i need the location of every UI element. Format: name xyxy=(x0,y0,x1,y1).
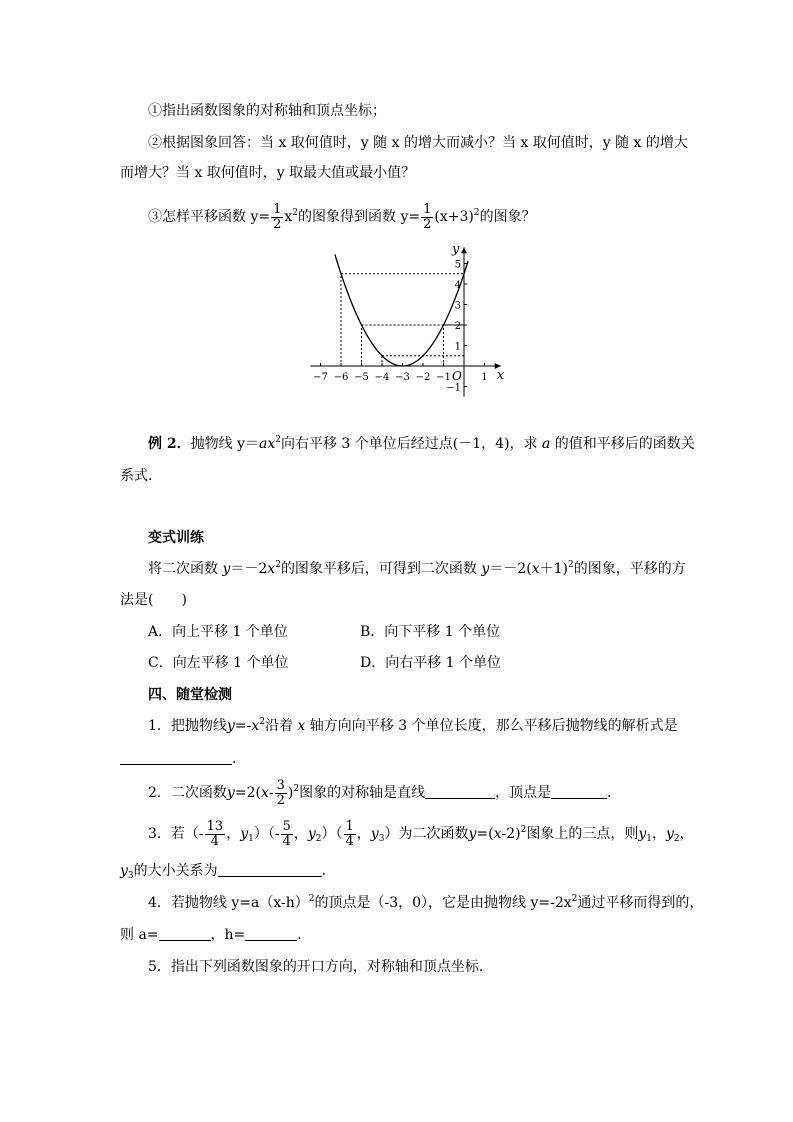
section-4-heading: 四、随堂检测 xyxy=(148,687,232,703)
y-tick-label: 5 xyxy=(454,259,461,271)
question-2-line-2: 而增大？当 x 取何值时，y 取最大值或最小值？ xyxy=(120,165,416,181)
y-axis-arrow xyxy=(461,247,467,253)
example-2-line-1: 例 2．抛物线 $y=ax^2$向右平移 3 个单位后经过点(－1，4)，求 a 的值和平移后的函数关 xyxy=(148,435,695,452)
option-a[interactable]: A．向上平移 1 个单位 xyxy=(148,624,288,640)
y-tick-label: −1 xyxy=(446,382,461,394)
fraction-1-4: $\frac{1}{4}$ xyxy=(345,818,354,849)
answer-blank-vertex[interactable] xyxy=(551,784,607,799)
variant-line-2: 法是( ) xyxy=(120,592,187,608)
answer-blank-h[interactable] xyxy=(245,926,297,941)
x-tick-label: −4 xyxy=(374,372,390,383)
answer-blank-axis[interactable] xyxy=(425,784,495,799)
answer-blank-1[interactable] xyxy=(120,750,232,765)
problem-2: 2．二次函数y=2(x- $\frac{3}{2}$ )$^2$图象的对称轴是直线 ，顶点是 ． xyxy=(148,777,622,808)
example-2-line-2: 系式． xyxy=(120,468,162,484)
fraction-one-half-2: $\frac{1}{2}$ xyxy=(423,201,432,232)
y-tick-label: 2 xyxy=(454,321,461,332)
option-d[interactable]: D．向右平移 1 个单位 xyxy=(360,655,502,671)
parabola-curve xyxy=(335,254,468,366)
fraction-three-halves: $\frac{3}{2}$ xyxy=(276,777,285,808)
answer-blank-3[interactable] xyxy=(218,862,322,877)
x-tick-label: −5 xyxy=(354,372,369,383)
tick-labels xyxy=(313,242,505,393)
problem-4-line-1: 4．若抛物线 $y=a(x-h)^2$的顶点是（-3，0），它是由抛物线 $y=-2x^2$通过平移而得到的， xyxy=(148,894,704,911)
option-c[interactable]: C．向左平移 1 个单位 xyxy=(148,655,289,671)
x-tick-label: 1 xyxy=(481,372,488,383)
problem-5: 5．指出下列函数图象的开口方向，对称轴和顶点坐标． xyxy=(148,959,493,975)
fraction-5-4: $\frac{5}{4}$ xyxy=(282,818,291,849)
option-b[interactable]: B．向下平移 1 个单位 xyxy=(360,624,501,640)
x-tick-label: −1 xyxy=(436,372,451,383)
question-1: ①指出函数图象的对称轴和顶点坐标； xyxy=(148,103,386,119)
problem-4-line-2: 则 a= ，h= ． xyxy=(120,927,312,943)
y-axis-label: y xyxy=(452,242,460,258)
x-tick-label: −3 xyxy=(395,372,410,383)
variant-line-1: 将二次函数 $y=-2x^2$的图象平移后，可得到二次函数 $y=-2(x+1)^2$的图象，平移的方 xyxy=(148,560,686,577)
y-tick-label: 4 xyxy=(454,280,461,291)
x-tick-label: −6 xyxy=(333,372,349,383)
question-3: ③怎样平移函数 y= $\frac{1}{2}$ $x^2$的图象得到函数 y= $\frac{1}{2}$ $(x+3)^2$的图象？ xyxy=(148,201,536,232)
problem-3-line-1: 3．若（- $\frac{13}{4}$ ，$y_1)(-$ $\frac{5}{4}$ ，$y_2$）（ $\frac{1}{4}$ ，$y_3$）为二次函数$y=(x-2)^2$图象上的三点，则$y_1$，$y_2$， xyxy=(148,818,694,849)
answer-blank-a[interactable] xyxy=(159,926,211,941)
y-tick-label: 1 xyxy=(454,341,461,353)
fraction-one-half: $\frac{1}{2}$ xyxy=(273,201,282,232)
problem-1-line-2: ． xyxy=(120,749,246,769)
y-tick-label: 3 xyxy=(454,300,461,312)
problem-3-line-2: $y_3$的大小关系为 ． xyxy=(120,863,336,881)
variant-heading: 变式训练 xyxy=(148,530,204,546)
parabola-path xyxy=(335,254,468,366)
question-2-line-1: ②根据图象回答：当 x 取何值时，y 随 x 的增大而减小？当 x 取何值时，y 随 x 的增大 xyxy=(148,135,688,151)
origin-label: O xyxy=(452,369,462,383)
parabola-graph xyxy=(306,228,521,400)
fraction-13-4: $\frac{13}{4}$ xyxy=(206,818,224,849)
x-tick-label: −2 xyxy=(415,372,431,383)
problem-1-line-1: 1．把抛物线$y=-x^2$沿着 x 轴方向向平移 3 个单位长度，那么平移后抛物线的解析式是 xyxy=(148,717,678,734)
x-axis-label: x xyxy=(496,368,505,383)
x-tick-label: −7 xyxy=(313,372,328,383)
